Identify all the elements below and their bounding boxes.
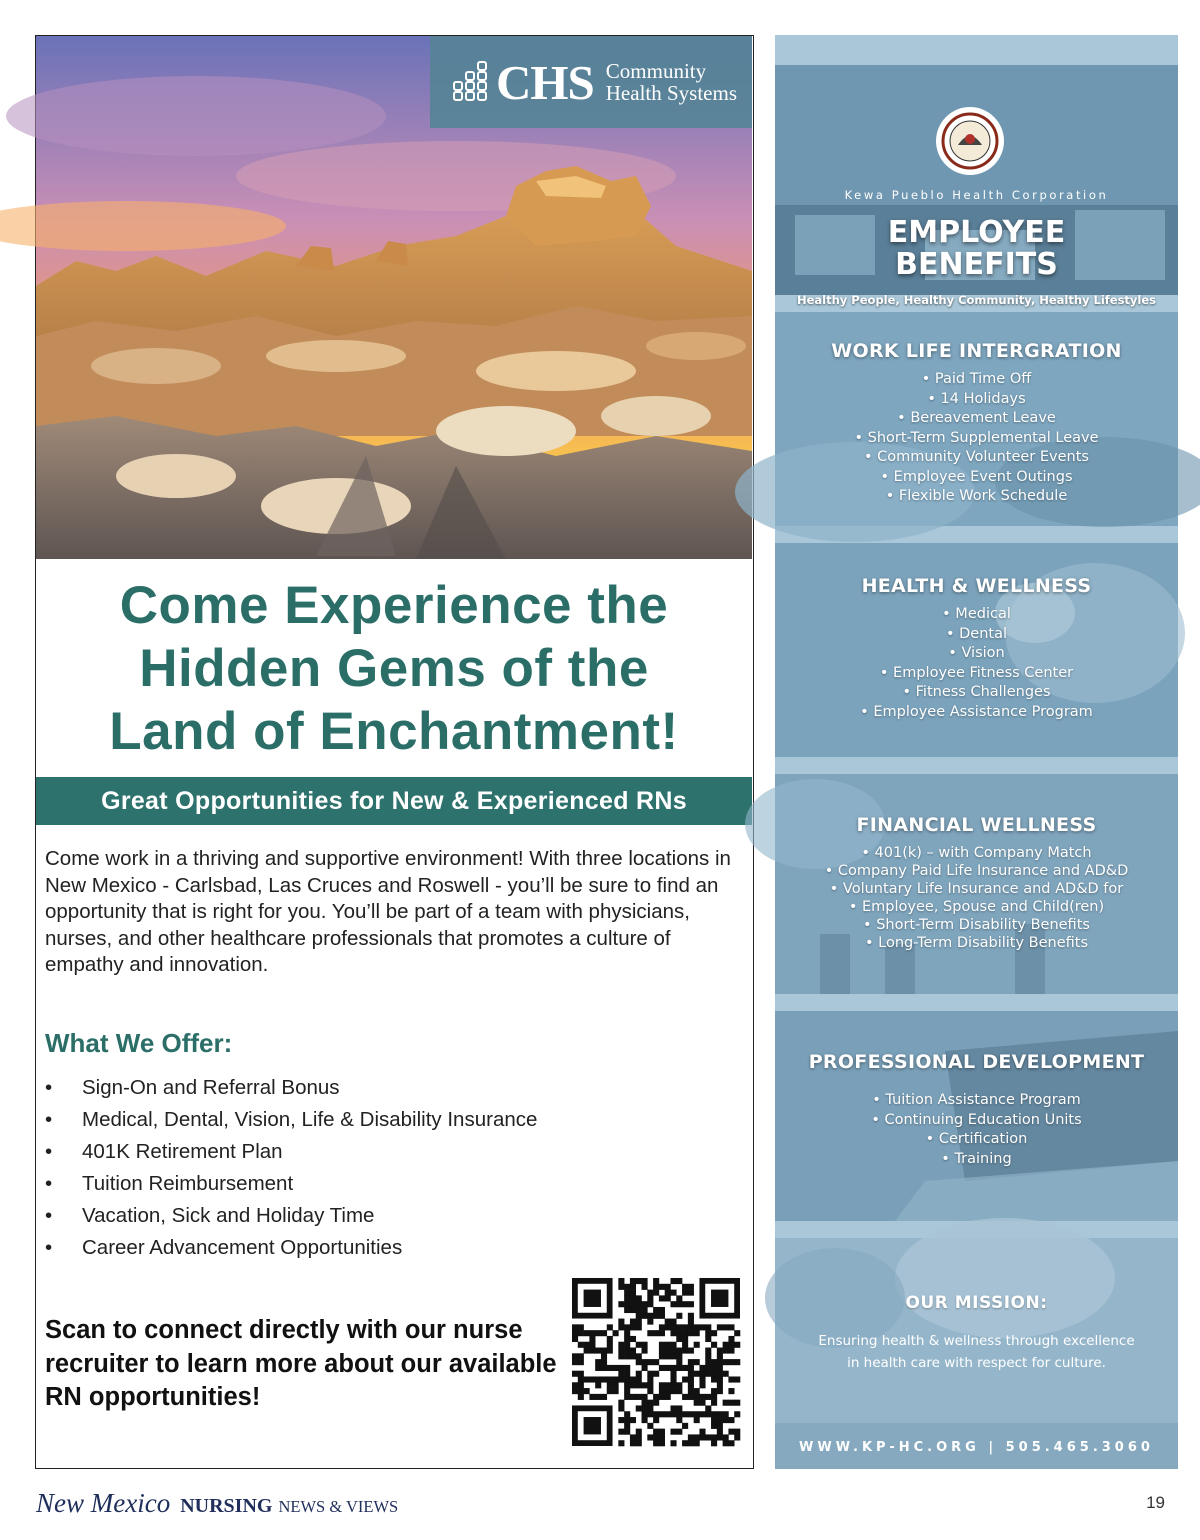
list-item: • Medical [942, 606, 1011, 622]
chs-advertisement [35, 35, 754, 1469]
list-item [45, 1200, 745, 1232]
section-title: PROFESSIONAL DEVELOPMENT [808, 1051, 1145, 1073]
mission-title: OUR MISSION: [905, 1293, 1048, 1313]
offer-list [45, 1072, 745, 1264]
list-item: • Certification [925, 1131, 1028, 1147]
list-item: • Training [941, 1150, 1012, 1167]
chs-name-line2: Health Systems [605, 81, 738, 105]
section-list [775, 1091, 1178, 1169]
list-item: • Short-Term Supplemental Leave [854, 429, 1099, 446]
title-line1: EMPLOYEE [887, 215, 1066, 250]
kewa-pueblo-benefits-ad [775, 35, 1178, 1469]
list-item [45, 1104, 745, 1136]
publication-name [36, 1488, 398, 1518]
offer-text: Sign-On and Referral Bonus [82, 1076, 340, 1099]
opportunities-banner: Great Opportunities for New & Experienced RNs [36, 777, 752, 825]
offer-text: Medical, Dental, Vision, Life & Disability Insurance [82, 1108, 538, 1131]
work-life-panel [775, 312, 1178, 526]
mission-line2: in health care with respect for culture. [847, 1355, 1106, 1371]
publication-state: New Mexico [36, 1488, 171, 1518]
list-item: • Community Volunteer Events [864, 449, 1089, 465]
list-item: • Voluntary Life Insurance and AD&D for [829, 881, 1124, 897]
intro-paragraph: Come work in a thriving and supportive environment! With three locations in New Mexico - Carlsbad, Las Cruces and Roswell - you’ll be sure to find an opportunity that is right for you. You’ll be part of a team with physicians, nurses, and other healthcare professionals that promotes a culture of empathy and innovation. [45, 847, 731, 976]
headline-line3: Land of Enchantment! [109, 702, 679, 761]
section-list [775, 370, 1178, 507]
title-line2: BENEFITS [895, 247, 1058, 282]
badlands-hero-image [36, 36, 752, 559]
list-item: • Long-Term Disability Benefits [864, 935, 1089, 951]
headline-line1: Come Experience the [119, 576, 669, 635]
financial-wellness-panel [775, 774, 1178, 994]
offer-text: 401K Retirement Plan [82, 1140, 283, 1163]
bullet-icon: • [45, 1076, 53, 1099]
qr-code-icon[interactable] [572, 1278, 740, 1446]
chs-name-line1: Community [605, 59, 707, 83]
bullet-icon: • [45, 1172, 53, 1195]
section-list [775, 844, 1178, 952]
list-item: • Fitness Challenges [902, 684, 1051, 700]
publication-news: NEWS & VIEWS [278, 1497, 399, 1516]
bullet-icon: • [45, 1204, 53, 1227]
chs-logo [430, 36, 752, 128]
tagline: Healthy People, Healthy Community, Healthy Lifestyles [797, 293, 1156, 307]
professional-development-panel [775, 1011, 1178, 1221]
bullet-icon: • [45, 1236, 53, 1259]
chs-logo-mark-icon [452, 60, 492, 104]
benefits-header-panel [775, 65, 1178, 307]
list-item: • 401(k) – with Company Match [861, 845, 1092, 861]
list-item: • Employee Assistance Program [860, 703, 1093, 720]
list-item: • Employee Fitness Center [879, 664, 1074, 681]
contact-footer[interactable]: WWW.KP-HC.ORG | 505.465.3060 [799, 1440, 1154, 1455]
offer-text: Vacation, Sick and Holiday Time [82, 1204, 375, 1227]
list-item: • Continuing Education Units [871, 1111, 1082, 1128]
list-item: • Paid Time Off [921, 371, 1032, 387]
page-number: 19 [1146, 1493, 1165, 1512]
list-item: • Dental [945, 625, 1008, 642]
list-item: • Company Paid Life Insurance and AD&D [824, 863, 1129, 879]
list-item [45, 1136, 745, 1168]
list-item: • Employee, Spouse and Child(ren) [848, 899, 1105, 915]
list-item: • Flexible Work Schedule [885, 488, 1068, 504]
list-item [45, 1168, 745, 1200]
bullet-icon: • [45, 1108, 53, 1131]
offer-heading: What We Offer: [45, 1028, 233, 1058]
headline-line2: Hidden Gems of the [139, 639, 649, 698]
list-item: • Vision [948, 645, 1005, 661]
section-title: WORK LIFE INTERGRATION [831, 340, 1122, 362]
section-title: HEALTH & WELLNESS [861, 575, 1092, 597]
health-wellness-panel [775, 543, 1178, 757]
offer-text: Career Advancement Opportunities [82, 1236, 403, 1259]
list-item: • Employee Event Outings [880, 468, 1073, 485]
list-item: • 14 Holidays [927, 390, 1026, 407]
list-item: • Tuition Assistance Program [872, 1092, 1081, 1108]
offer-text: Tuition Reimbursement [82, 1172, 294, 1195]
list-item: • Bereavement Leave [897, 410, 1056, 426]
mission-statement [775, 1330, 1178, 1374]
bullet-icon: • [45, 1140, 53, 1163]
chs-logo-text: CHS [496, 54, 594, 110]
chs-logo-name [606, 60, 737, 104]
list-item [45, 1232, 745, 1264]
employee-benefits-title [775, 217, 1178, 281]
section-list [775, 605, 1178, 722]
kewa-pueblo-seal-icon [934, 105, 1006, 177]
scan-call-to-action: Scan to connect directly with our nurse recruiter to learn more about our available RN opportunities! [45, 1316, 557, 1411]
mission-line1: Ensuring health & wellness through excellence [818, 1333, 1135, 1349]
kewa-pueblo-org-name: Kewa Pueblo Health Corporation [844, 188, 1109, 202]
list-item: • Short-Term Disability Benefits [863, 917, 1090, 933]
section-title: FINANCIAL WELLNESS [856, 814, 1097, 836]
publication-nursing: NURSING [180, 1495, 273, 1517]
headline [36, 574, 752, 763]
list-item [45, 1072, 745, 1104]
